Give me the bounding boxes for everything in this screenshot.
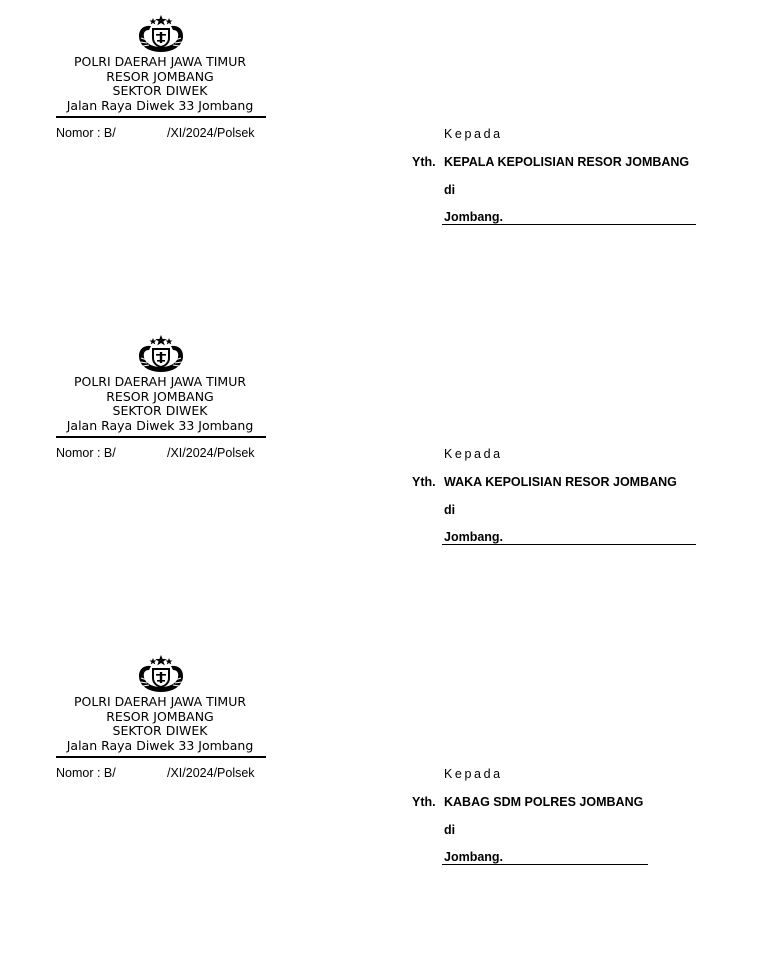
nomor-suffix: /XI/2024/Polsek [167, 126, 255, 140]
recipient-city: Jombang. [444, 210, 504, 224]
recipient-name: KEPALA KEPOLISIAN RESOR JOMBANG [444, 155, 690, 169]
letterhead-line-1: POLRI DAERAH JAWA TIMUR [73, 374, 247, 389]
letterhead-line-3: SEKTOR DIWEK [112, 723, 208, 739]
kepada-label: Kepada [444, 127, 503, 141]
recipient-name: WAKA KEPOLISIAN RESOR JOMBANG [444, 475, 677, 489]
city-underline [442, 544, 696, 545]
yth-label: Yth. [412, 155, 436, 169]
letter-block [0, 0, 768, 300]
recipient-name: KABAG SDM POLRES JOMBANG [444, 795, 644, 809]
nomor-label: Nomor : B/ [56, 766, 116, 780]
nomor-label: Nomor : B/ [56, 446, 116, 460]
letterhead [56, 55, 264, 113]
nomor-suffix: /XI/2024/Polsek [167, 446, 255, 460]
letterhead [56, 695, 264, 753]
di-label: di [444, 503, 456, 517]
di-label: di [444, 823, 456, 837]
letterhead-divider [56, 436, 266, 438]
nomor-label: Nomor : B/ [56, 126, 116, 140]
police-emblem-icon [135, 654, 187, 694]
letterhead-address: Jalan Raya Diwek 33 Jombang [66, 97, 254, 113]
di-label: di [444, 183, 456, 197]
city-underline [442, 864, 648, 865]
recipient-city: Jombang. [444, 530, 504, 544]
police-emblem-icon [135, 334, 187, 374]
city-underline [442, 224, 696, 225]
kepada-label: Kepada [444, 767, 503, 781]
letter-block [0, 640, 768, 940]
nomor-suffix: /XI/2024/Polsek [167, 766, 255, 780]
letterhead-line-1: POLRI DAERAH JAWA TIMUR [73, 694, 247, 709]
letterhead [56, 375, 264, 433]
letterhead-line-3: SEKTOR DIWEK [112, 83, 208, 99]
letterhead-line-1: POLRI DAERAH JAWA TIMUR [73, 54, 247, 69]
letterhead-divider [56, 116, 266, 118]
police-emblem-icon [135, 14, 187, 54]
letterhead-address: Jalan Raya Diwek 33 Jombang [66, 737, 254, 753]
recipient-city: Jombang. [444, 850, 504, 864]
letterhead-address: Jalan Raya Diwek 33 Jombang [66, 417, 254, 433]
letterhead-divider [56, 756, 266, 758]
letterhead-line-3: SEKTOR DIWEK [112, 403, 208, 419]
letterhead-line-2: RESOR JOMBANG [106, 388, 214, 404]
letterhead-line-2: RESOR JOMBANG [106, 68, 214, 84]
yth-label: Yth. [412, 475, 436, 489]
letter-block [0, 320, 768, 620]
yth-label: Yth. [412, 795, 436, 809]
kepada-label: Kepada [444, 447, 503, 461]
letterhead-line-2: RESOR JOMBANG [106, 708, 214, 724]
